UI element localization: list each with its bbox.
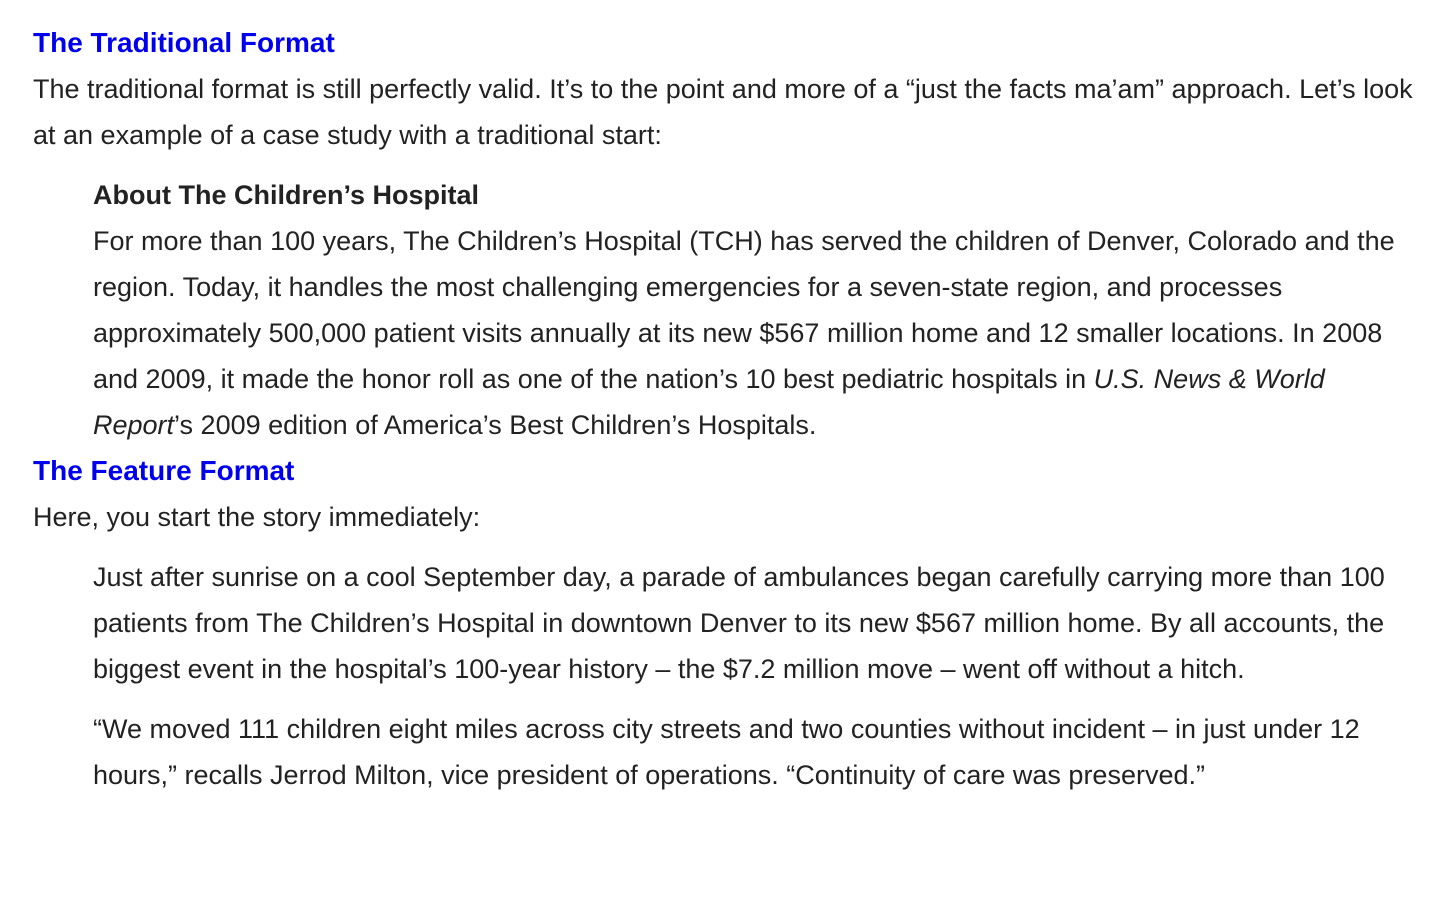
- quote-body: [93, 218, 1432, 448]
- feature-quote-paragraph-2: “We moved 111 children eight miles across city streets and two counties without incident – in just under 12 hours,” recalls Jerrod Milton, vice president of operations. “Continuity of care was preserved.”: [93, 714, 1360, 790]
- publication-name: U.S. News & World Report: [93, 364, 1325, 440]
- feature-quote-paragraph-1: Just after sunrise on a cool September day, a parade of ambulances began carefully carrying more than 100 patients from The Children’s Hospital in downtown Denver to its new $567 million home. By all accounts, the biggest event in the hospital’s 100-year history – the $7.2 million move – went off without a hitch.: [93, 562, 1385, 684]
- traditional-format-heading: The Traditional Format: [33, 27, 335, 58]
- feature-format-heading: The Feature Format: [33, 455, 295, 486]
- traditional-example-quote: [33, 172, 1432, 448]
- feature-format-intro: Here, you start the story immediately:: [33, 502, 481, 532]
- traditional-format-intro: The traditional format is still perfectly valid. It’s to the point and more of a “just the facts ma’am” approach. Let’s look at an example of a case study with a traditional start:: [33, 74, 1413, 150]
- feature-example-quote: [33, 554, 1432, 798]
- quote-body-end: ’s 2009 edition of America’s Best Children’s Hospitals.: [174, 410, 817, 440]
- quote-title: About The Children’s Hospital: [93, 180, 480, 210]
- quote-body-start: For more than 100 years, The Children’s Hospital (TCH) has served the children of Denver, Colorado and the region. Today, it handles the most challenging emergencies for a seven-state region, and processes approximately 500,000 patient visits annually at its new $567 million home and 12 smaller locations. In 2008 and 2009, it made the honor roll as one of the nation’s 10 best pediatric hospitals in: [93, 226, 1395, 394]
